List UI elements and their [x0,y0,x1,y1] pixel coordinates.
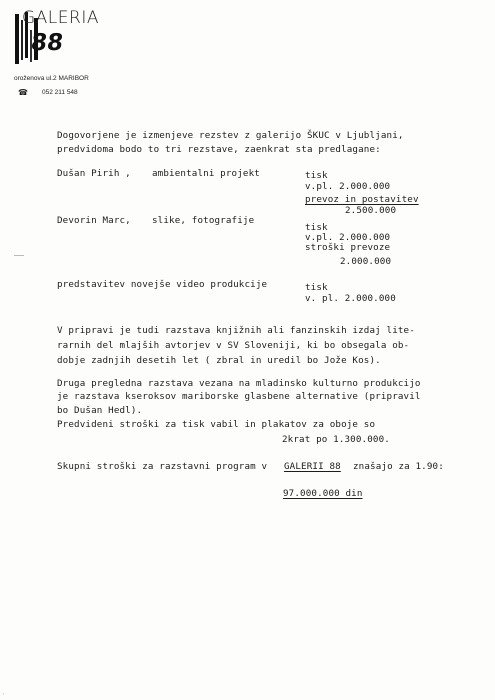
telephone-icon: ☎ [18,88,28,97]
item-1-cost-2: v.pl. 2.000.000 [305,181,391,192]
corner-mark: · [2,690,5,699]
intro-line-2: predvidoma bodo to tri rezstave, zaenkrat sta predlagane: [57,144,381,155]
total-amount: 97.000.000 din [283,488,363,499]
item-1-description: ambientalni projekt [152,168,260,179]
para-1-line-1: V pripravi je tudi razstava knjižnih ali fanzinskih izdaj lite- [57,325,415,336]
item-1-cost-4: 2.500.000 [345,205,397,216]
total-gallery-name: GALERII 88 [284,461,341,472]
para-2-line-1: Druga pregledna razstava vezana na mladinsko kulturno produkcijo [57,378,421,389]
intro-line-1: Dogovorjene je izmenjeve rezstev z galerijo ŠKUC v Ljubljani, [57,130,404,141]
para-2-line-3: bo Dušan Hedl). [57,405,143,416]
item-2-name: Devorin Marc, [57,215,131,226]
item-2-cost-2: v.pl. 2.000.000 [305,232,391,243]
address: oroženova ul.2 MARIBOR [14,75,89,82]
item-1-cost-3: prevoz in postavitev [305,194,419,205]
para-3-line-1: Predvideni stroški za tisk vabil in plakatov za oboje so [57,419,376,430]
para-2-line-2: je razstava kseroksov mariborske glasbene alternative (pripravil [57,391,421,402]
logo-word: GALERIA [22,8,99,28]
total-line-suffix: znašajo za 1.90: [353,461,444,472]
item-2-cost-4: 2.000.000 [340,256,392,267]
margin-mark [14,255,24,256]
item-2-description: slike, fotografije [152,215,255,226]
item-3-description: predstavitev novejše video produkcije [57,279,268,290]
item-2-cost-3: stroški prevoze [305,242,391,253]
item-1-name: Dušan Pirih , [57,168,131,179]
para-1-line-3: dobje zadnjih desetih let ( zbral in uredil bo Jože Kos). [57,355,381,366]
item-1-cost-1: tisk [305,170,328,181]
phone-number: 052 211 548 [42,89,78,96]
para-1-line-2: rarnih del mlajših avtorjev v SV Sloveniji, ki bo obsegala ob- [57,340,410,351]
item-2-cost-1: tisk [305,222,328,233]
logo-number: 88 [29,30,65,56]
item-3-cost-2: v. pl. 2.000.000 [305,293,396,304]
total-line-prefix: Skupni stroški za razstavni program v [57,461,268,472]
item-3-cost-1: tisk [305,282,328,293]
para-3-line-2: 2krat po 1.300.000. [282,434,390,445]
